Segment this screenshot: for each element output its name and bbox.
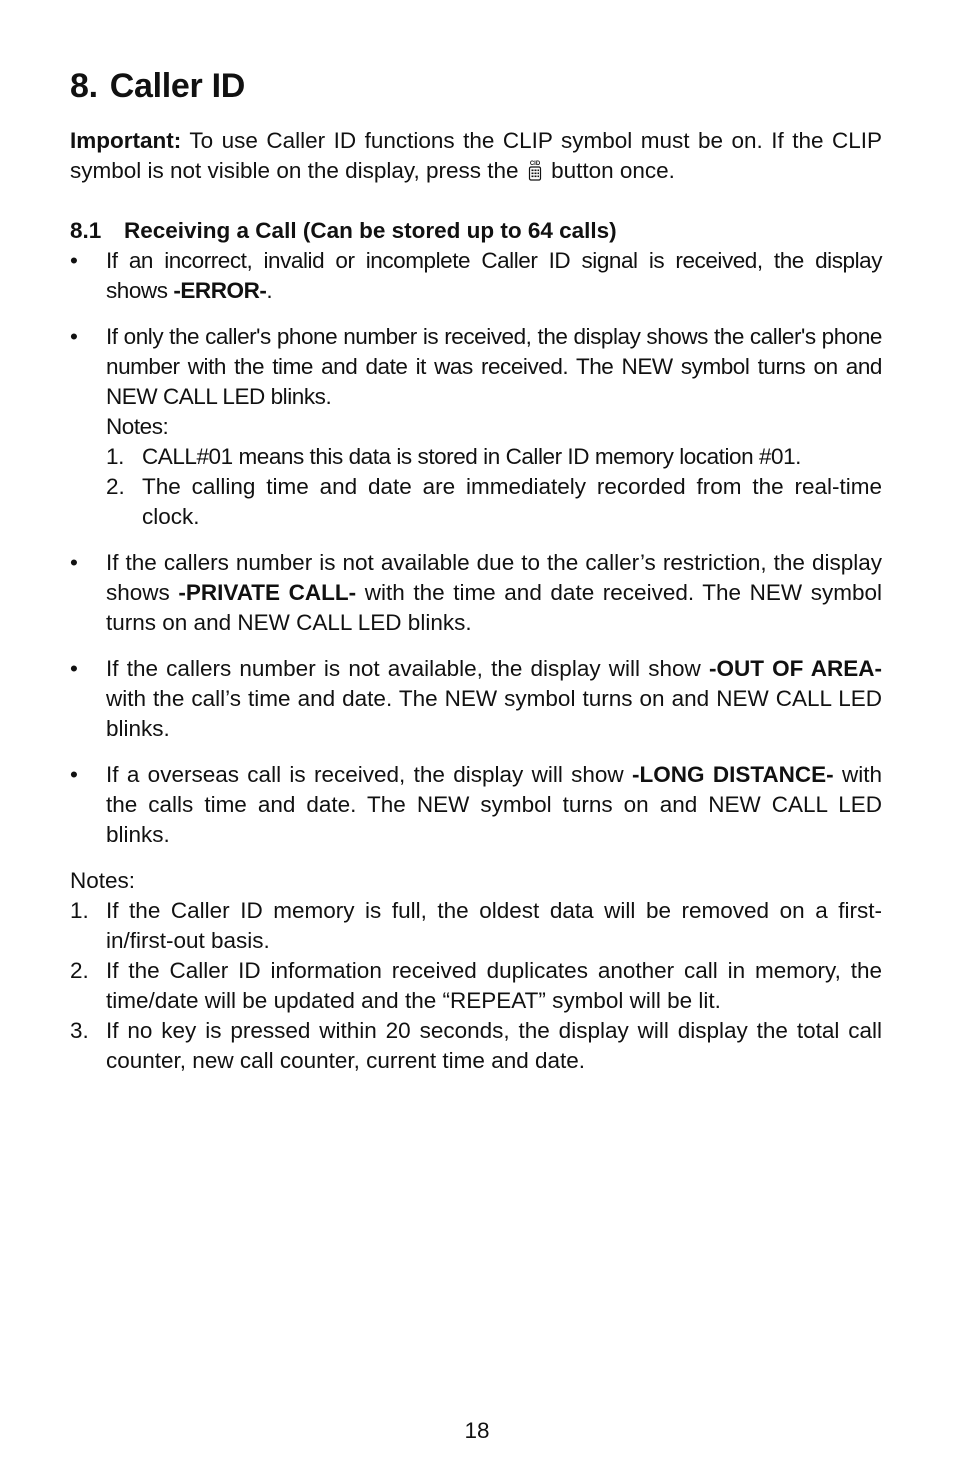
important-label: Important: bbox=[70, 128, 182, 153]
bullet-text: If an incorrect, invalid or incomplete Caller ID signal is received, the display shows bbox=[106, 248, 882, 303]
bullet-item-number-received bbox=[70, 322, 882, 532]
note-item bbox=[70, 956, 882, 1016]
chapter-number: 8. bbox=[70, 67, 98, 105]
note-item bbox=[70, 1016, 882, 1076]
section-title: Receiving a Call (Can be stored up to 64 calls) bbox=[124, 218, 617, 243]
bullet-item-out-of-area bbox=[70, 654, 882, 744]
section-number: 8.1 bbox=[70, 218, 102, 243]
display-message: -PRIVATE CALL- bbox=[178, 580, 357, 605]
chapter-title: Caller ID bbox=[109, 67, 246, 105]
note-number: 2. bbox=[106, 474, 125, 499]
display-message: -OUT OF AREA- bbox=[708, 656, 882, 681]
important-note bbox=[70, 126, 882, 186]
display-message: -LONG DISTANCE- bbox=[632, 762, 834, 787]
bullet-item-private-call bbox=[70, 548, 882, 638]
bullet-text-end: with the time and date received. The NEW symbol turns on and NEW CALL LED blinks. bbox=[106, 580, 883, 635]
bullet-text-end: . bbox=[266, 278, 273, 303]
note-text: If the Caller ID memory is full, the oldest data will be removed on a first-in/first-out basis. bbox=[106, 898, 882, 953]
cid-button-icon bbox=[528, 159, 542, 181]
bullet-marker: • bbox=[70, 656, 78, 681]
note-text: CALL#01 means this data is stored in Caller ID memory location #01. bbox=[142, 444, 801, 469]
page-number: 18 bbox=[464, 1418, 490, 1443]
bullet-note-item bbox=[106, 442, 882, 472]
bullet-item-long-distance bbox=[70, 760, 882, 850]
note-number: 1. bbox=[106, 444, 124, 469]
note-text: If no key is pressed within 20 seconds, the display will display the total call counter, new call counter, current time and date. bbox=[106, 1018, 882, 1073]
bullet-text-end: with the call’s time and date. The NEW symbol turns on and NEW CALL LED blinks. bbox=[106, 686, 882, 741]
bullet-note-item bbox=[106, 472, 882, 532]
note-text: If the Caller ID information received duplicates another call in memory, the time/date will be updated and the “REPEAT” symbol will be lit. bbox=[106, 958, 882, 1013]
note-number: 1. bbox=[70, 898, 89, 923]
notes-label: Notes: bbox=[70, 868, 136, 893]
page-title bbox=[70, 64, 882, 108]
note-item bbox=[70, 896, 882, 956]
bullet-marker: • bbox=[70, 762, 78, 787]
bullet-text-end: with the calls time and date. The NEW symbol turns on and NEW CALL LED blinks. bbox=[106, 762, 882, 847]
bullet-text: If a overseas call is received, the display will show bbox=[106, 762, 632, 787]
important-text-end: button once. bbox=[544, 158, 675, 183]
note-number: 3. bbox=[70, 1018, 89, 1043]
manual-page bbox=[70, 64, 882, 1076]
bullet-marker: • bbox=[70, 248, 78, 273]
important-text: To use Caller ID functions the CLIP symbol must be on. If the CLIP symbol is not visible on the display, press the bbox=[70, 128, 882, 183]
bullet-item-error bbox=[70, 246, 882, 306]
bullet-text: If the callers number is not available, the display will show bbox=[106, 656, 709, 681]
bullet-notes-label: Notes: bbox=[106, 414, 169, 439]
note-text: The calling time and date are immediately recorded from the real-time clock. bbox=[142, 474, 882, 529]
bullet-text: If the callers number is not available due to the caller’s restriction, the display shows bbox=[106, 550, 882, 605]
bullet-marker: • bbox=[70, 324, 78, 349]
note-number: 2. bbox=[70, 958, 89, 983]
display-message: -ERROR- bbox=[173, 278, 267, 303]
bullet-marker: • bbox=[70, 550, 78, 575]
section-heading bbox=[70, 216, 882, 246]
cid-icon-label: CID bbox=[529, 161, 540, 167]
bullet-text: If only the caller's phone number is received, the display shows the caller's phone number with the time and date it was received. The NEW symbol turns on and NEW CALL LED blinks. bbox=[106, 324, 882, 409]
